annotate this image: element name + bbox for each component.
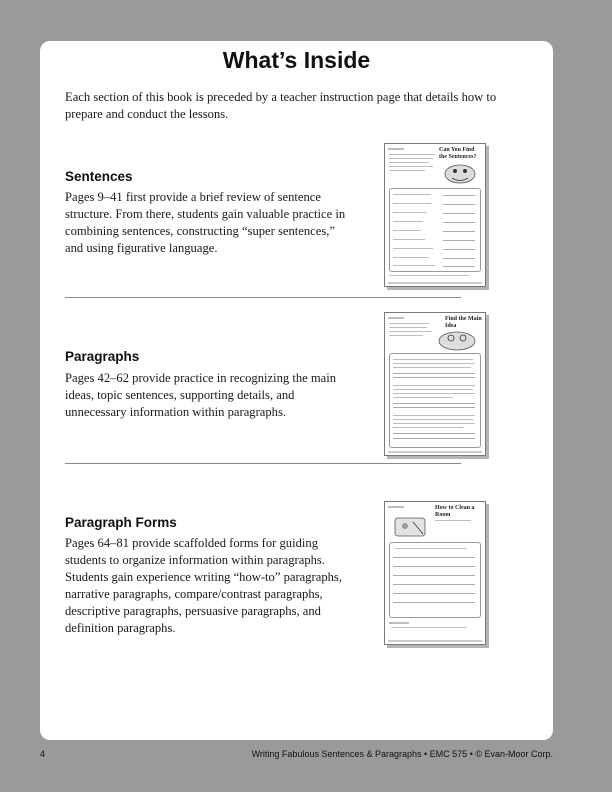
section-body-paragraph-forms: Pages 64–81 provide scaffolded forms for guiding students to organize information within paragraphs. Students gain experience writing “how-to” paragraphs, narrative paragraphs, compare/contrast paragraphs, descriptive paragraphs, persuasive paragraphs, and definition paragraphs.	[65, 536, 342, 635]
section-heading-sentences: Sentences	[65, 169, 133, 184]
thumbnail-title-paragraph-forms: How to Clean a Room	[435, 505, 475, 518]
monster-illustration-icon	[440, 160, 480, 184]
section-divider	[65, 463, 461, 464]
section-body-paragraphs: Pages 42–62 provide practice in recognizing the main ideas, topic sentences, supporting details, and unnecessary information within paragraphs.	[65, 371, 337, 419]
page-sheet	[40, 41, 553, 740]
explorer-illustration-icon	[433, 326, 481, 352]
page-number: 4	[40, 749, 46, 759]
section-divider	[65, 297, 461, 298]
thumbnail-paragraph-forms-page	[384, 501, 486, 645]
section-body-sentences: Pages 9–41 first provide a brief review of sentence structure. From there, students gain valuable practice in combining sentences, constructing “super sentences,” and using figurative language.	[65, 190, 346, 255]
thumbnail-title-paragraphs: Find the Main Idea	[445, 316, 482, 329]
page-title: What’s Inside	[222, 47, 371, 73]
thumbnail-paragraphs-page	[384, 312, 486, 456]
footer-credit: Writing Fabulous Sentences & Paragraphs • EMC 575 • © Evan-Moor Corp.	[251, 749, 553, 759]
section-heading-paragraphs: Paragraphs	[65, 349, 140, 364]
thumbnail-title-sentences: Can You Find the Sentences?	[439, 147, 477, 160]
cleaning-illustration-icon	[391, 512, 431, 540]
intro-paragraph: Each section of this book is preceded by a teacher instruction page that details how to prepare and conduct the lessons.	[65, 90, 497, 121]
section-heading-paragraph-forms: Paragraph Forms	[65, 515, 177, 530]
thumbnail-sentences-page	[384, 143, 486, 287]
